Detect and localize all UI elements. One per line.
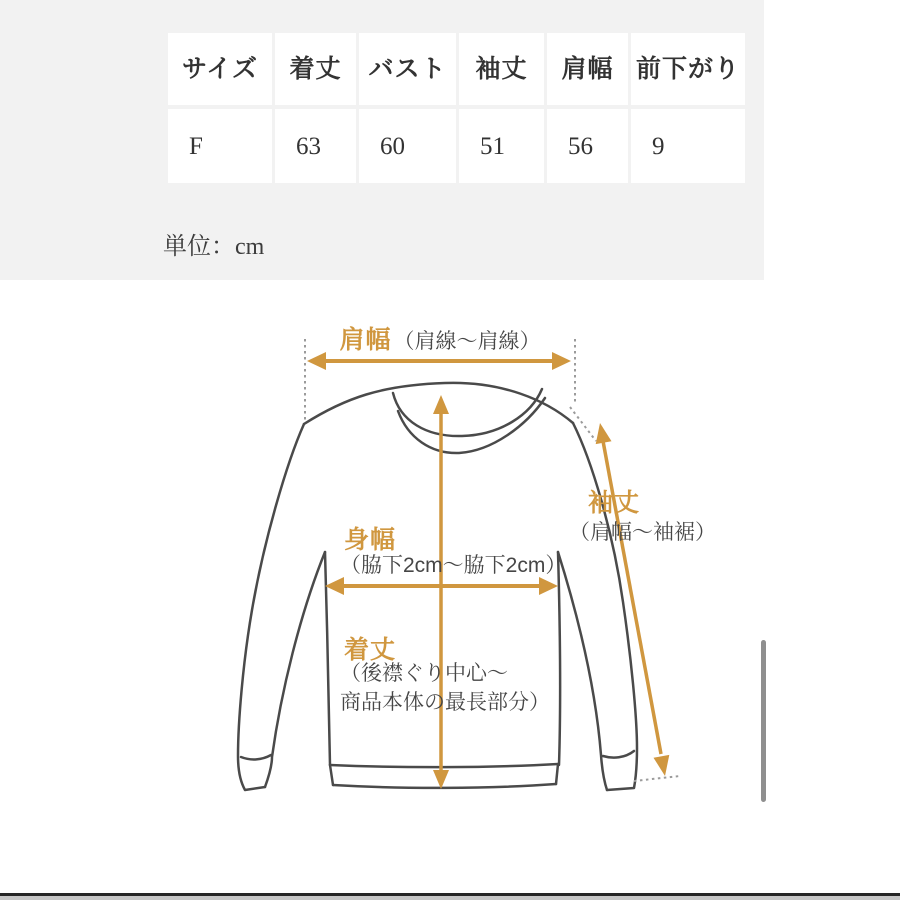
size-table-value-bust: 60 <box>359 109 456 183</box>
shoulder-width-label-row <box>339 320 540 356</box>
garment-length-range <box>340 659 550 717</box>
size-table-value-size: F <box>168 109 272 183</box>
size-table-header-length: 着丈 <box>275 33 356 105</box>
size-table-value-length: 63 <box>275 109 356 183</box>
body-width-range: （脇下2cm～脇下2cm） <box>340 554 567 577</box>
size-table-header-size: サイズ <box>168 33 272 105</box>
bottom-border-shadow <box>0 896 900 900</box>
size-table-value-shoulder: 56 <box>547 109 628 183</box>
sleeve-guide-bottom <box>634 776 680 781</box>
size-table-header-shoulder: 肩幅 <box>547 33 628 105</box>
garment-length-label: 着丈 <box>344 636 397 664</box>
scrollbar-thumb[interactable] <box>761 640 766 802</box>
sleeve-length-label: 袖丈 <box>588 489 641 517</box>
size-table-header-bust: バスト <box>359 33 456 105</box>
shoulder-width-label: 肩幅 <box>339 326 392 354</box>
size-table-value-front-drop: 9 <box>631 109 745 183</box>
size-table-value-sleeve: 51 <box>459 109 544 183</box>
sleeve-length-range: （肩幅～袖裾） <box>569 521 716 544</box>
garment-length-range-line1: （後襟ぐり中心～ <box>340 662 508 685</box>
sleeve-length-arrow <box>596 423 670 776</box>
size-table-header-front-drop: 前下がり <box>631 33 745 105</box>
garment-length-range-line2: 商品本体の最長部分） <box>340 691 550 714</box>
size-table-header-sleeve: 袖丈 <box>459 33 544 105</box>
unit-note: 単位：cm <box>163 234 265 260</box>
length-arrow <box>433 395 449 789</box>
body-width-label: 身幅 <box>344 526 397 554</box>
shoulder-width-range: （肩線～肩線） <box>393 330 541 353</box>
